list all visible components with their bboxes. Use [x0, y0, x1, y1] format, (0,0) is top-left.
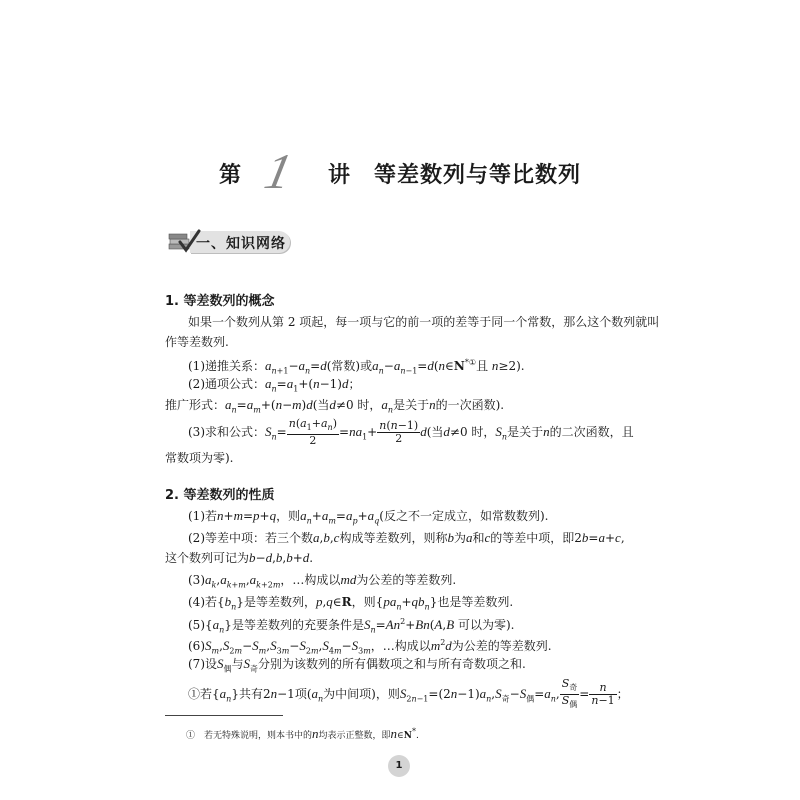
property-5: $(5)\{a_n\}$是等差数列的充要条件是$S_n=An^2+Bn(A,B$ 可以为零). — [188, 617, 515, 635]
property-6: $(6)S_m,S_{2m}-S_m,S_{3m}-S_{2m},S_{4m}-S_{3m}$，…构成以$m^2d$为公差的等差数列. — [188, 638, 552, 656]
section-header — [168, 229, 292, 255]
property-2-cont: 这个数列可记为b−d,b,b+d. — [165, 550, 314, 565]
recurrence-line: (1)递推关系：$a_{n+1}-a_n=d$(常数)或$a_n-a_{n-1}=d(n\in N^{*①}$且 n≥2). — [188, 358, 525, 376]
property-3: $(3)a_k,a_{k+m},a_{k+2m}$，…构成以md为公差的等差数列. — [188, 572, 457, 590]
footnote: ① 若无特殊说明，则本书中的n均表示正整数，即n∈N*. — [186, 726, 419, 741]
section-label: 一、知识网络 — [196, 236, 286, 252]
definition-line-1: 如果一个数列从第 2 项起，每一项与它的前一项的差等于同一个常数，那么这个数列就叫 — [188, 315, 660, 329]
title-number: 1 — [260, 143, 298, 199]
page-title — [0, 142, 800, 200]
definition-line-2: 作等差数列. — [165, 335, 229, 349]
property-7: (7)设$S_偶$与$S_奇$分别为该数列的所有偶数项之和与所有奇数项之和. — [188, 656, 526, 674]
page-number: 1 — [388, 755, 410, 777]
property-1: (1)若n+m=p+q，则$a_n+a_m=a_p+a_q$(反之不一定成立，如常数数列). — [188, 508, 549, 526]
title-text: 讲 等差数列与等比数列 — [328, 163, 582, 188]
sum-formula-line-2: 常数项为零). — [165, 451, 234, 465]
property-2: (2)等差中项：若三个数a,b,c构成等差数列，则称b为a和c的等差中项，即2b=a+c, — [188, 530, 625, 545]
property-4: (4)若$\{b_n\}$是等差数列，p,q∈R，则$\{pa_n+qb_n\}$也是等差数列. — [188, 594, 514, 612]
property-7-case-1: ①若$\{a_n\}$共有2n−1项($a_n$为中间项)，则$S_{2n-1}=(2n-1)a_n,S_奇-S_偶=a_n$, $\frac{S_奇}{S_偶}$ = $\frac{n}{n-1}$ ； — [188, 677, 629, 710]
title-prefix: 第 — [218, 163, 242, 188]
heading-1: 1. 等差数列的概念 — [165, 294, 275, 309]
footnote-rule — [165, 715, 283, 716]
sum-formula-line: (3)求和公式：$S_n=$ $\frac{n(a_1+a_n)}{2}$ $=na_1+$ $\frac{n(n-1)}{2}$ d(当d≠0 时，$S_n$是关于n的二次函数，且 — [188, 417, 634, 448]
heading-2: 2. 等差数列的性质 — [165, 488, 275, 503]
general-term-line: (2)通项公式：$a_n=a_1+(n-1)d$； — [188, 376, 361, 394]
extended-form-line: 推广形式：$a_n=a_m+(n-m)d$(当d≠0 时，$a_n$是关于n的一次函数). — [165, 397, 505, 415]
